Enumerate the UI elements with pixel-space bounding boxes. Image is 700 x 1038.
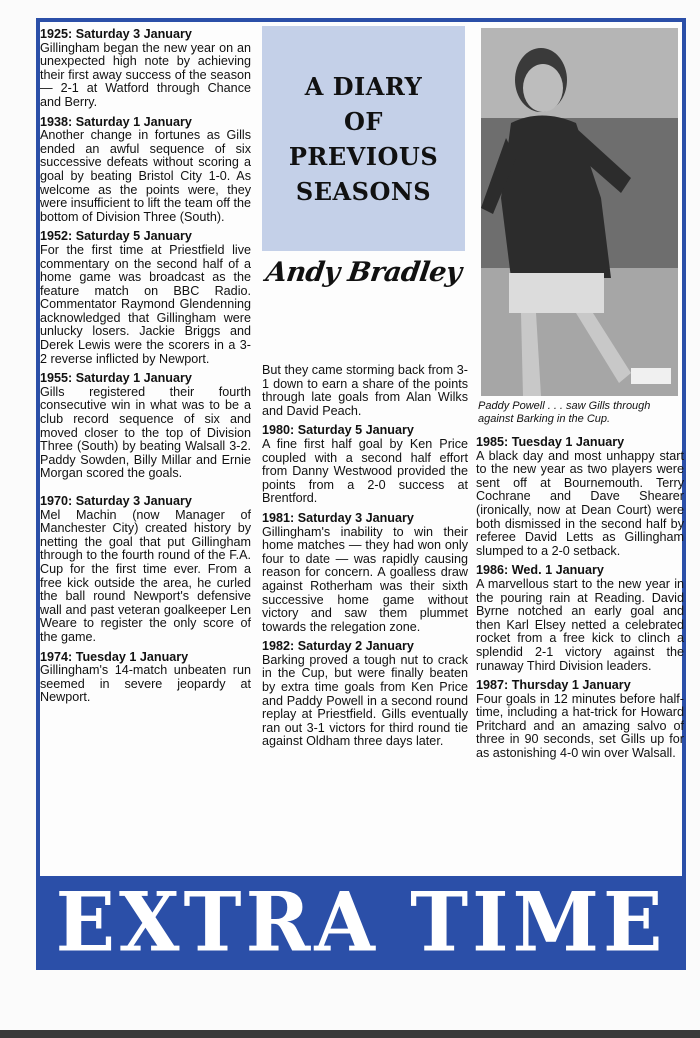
entry-text: Four goals in 12 minutes before half-time, including a hat-trick for Howard Pritchard and an amazing salvo of three in 90 seconds, set Gills up for as astonishing 4-0 win over Walsall. [476,691,684,761]
diary-entry [262,424,468,506]
entry-heading: 1980: Saturday 5 January [262,423,414,438]
diary-entry [262,364,468,418]
diary-entry [40,372,251,481]
diary-entry [40,651,251,705]
diary-entry [262,640,468,749]
entry-heading: 1970: Saturday 3 January [40,494,192,508]
entry-heading: 1925: Saturday 3 January [40,27,192,41]
title-line: A DIARY [304,71,423,101]
diary-entry [40,116,251,225]
entry-heading: 1952: Saturday 5 January [40,229,192,244]
author-signature: Andy Bradley [263,257,464,288]
player-photo [481,28,678,396]
title-line: SEASONS [295,176,432,206]
title-line: PREVIOUS [288,141,439,171]
entry-text: A black day and most unhappy start to the new year as two players were sent off at Bournemouth. Terry Cochrane and Dave Shearer (ironically, now at Dean Court) were both dismissed in the second half by referee David Letts as Gillingham slumped to a 2-0 setback. [476,448,684,558]
column-2 [262,364,468,755]
title-box [262,26,465,251]
entry-heading: 1974: Tuesday 1 January [40,649,189,664]
entry-heading: 1982: Saturday 2 January [262,639,414,654]
entry-heading: 1938: Saturday 1 January [40,114,192,129]
banner-title: EXTRA TIME [55,874,667,971]
diary-entry [40,230,251,366]
entry-text: A marvellous start to the new year in the pouring rain at Reading. David Byrne notched an early goal and then Karl Elsey netted a celebrated rocket from a free kick to clinch a splendid 2-1 victory against the runaway Third Division leaders. [476,576,684,673]
diary-entry [476,436,684,558]
page-bottom-edge [0,1030,700,1038]
entry-text: Gills registered their fourth consecutive win in what was to be a club record sequence of six and moved closer to the top of Division Three (South) by beating Walsall 3-2. Paddy Sowden, Billy Millar and Ernie Morgan scored the goals. [40,384,251,481]
column-1 [40,28,251,711]
column-3 [476,436,684,767]
diary-entry [40,28,251,110]
entry-heading: 1987: Thursday 1 January [476,678,631,693]
entry-text: But they came storming back from 3-1 down to earn a share of the points through late goals from Alan Wilks and David Peach. [262,363,468,418]
entry-heading: 1985: Tuesday 1 January [476,435,625,449]
extra-time-banner [36,876,686,970]
entry-text: For the first time at Priestfield live commentary on the second half of a home game was broadcast as the feature match on BBC Radio. Commentator Raymond Glendenning acknowledged that Gillingham were unlucky losers. Jackie Briggs and Derek Lewis were the scorers in a 3-2 reverse inflicted by Newport. [40,242,251,366]
diary-entry [40,495,251,645]
article-title [289,69,438,209]
entry-text: Another change in fortunes as Gills ended an awful sequence of six successive defeats without scoring a goal by beating Bristol City 1-0. As welcome as the points were, they were insufficient to lift the team off the bottom of Division Three (South). [40,128,251,224]
page-frame [36,18,686,968]
diary-entry [476,679,684,761]
title-line: OF [344,106,383,136]
diary-entry [262,512,468,634]
diary-entry [476,564,684,673]
player-photo-illustration [481,28,678,396]
entry-text: A fine first half goal by Ken Price coupled with a second half effort from Danny Westwood provided the points from a 2-0 success at Brentford. [262,436,468,506]
entry-heading: 1986: Wed. 1 January [476,563,604,578]
entry-text: Gillingham began the new year on an unexpected high note by achieving their first away success of the season — 2-1 at Watford through Chance and Berry. [40,40,251,109]
entry-text: Gillingham's 14-match unbeaten run seemed in severe jeopardy at Newport. [40,663,251,705]
entry-heading: 1981: Saturday 3 January [262,510,414,525]
entry-heading: 1955: Saturday 1 January [40,371,192,386]
entry-text: Mel Machin (now Manager of Manchester City) created history by netting the goal that put Gillingham through to the fourth round of the F.A. Cup for the first time ever. From a free kick outside the area, he curled the ball round Newport's defensive wall and past veteran goalkeeper Len Weare to register the only score of the game. [40,507,251,644]
entry-text: Gillingham's inability to win their home matches — they had won only four to date — was rapidly causing reason for concern. A goalless draw against Rotherham was their sixth successive home game without victory and saw them plummet towards the relegation zone. [262,524,468,634]
photo-caption: Paddy Powell . . . saw Gills through against Barking in the Cup. [478,400,651,425]
entry-text: Barking proved a tough nut to crack in the Cup, but were finally beaten by extra time goals from Ken Price and Paddy Powell in a second round replay at Priestfield. Gills eventually ran out 3-1 victors for third round tie against Oldham three days later. [262,652,468,749]
